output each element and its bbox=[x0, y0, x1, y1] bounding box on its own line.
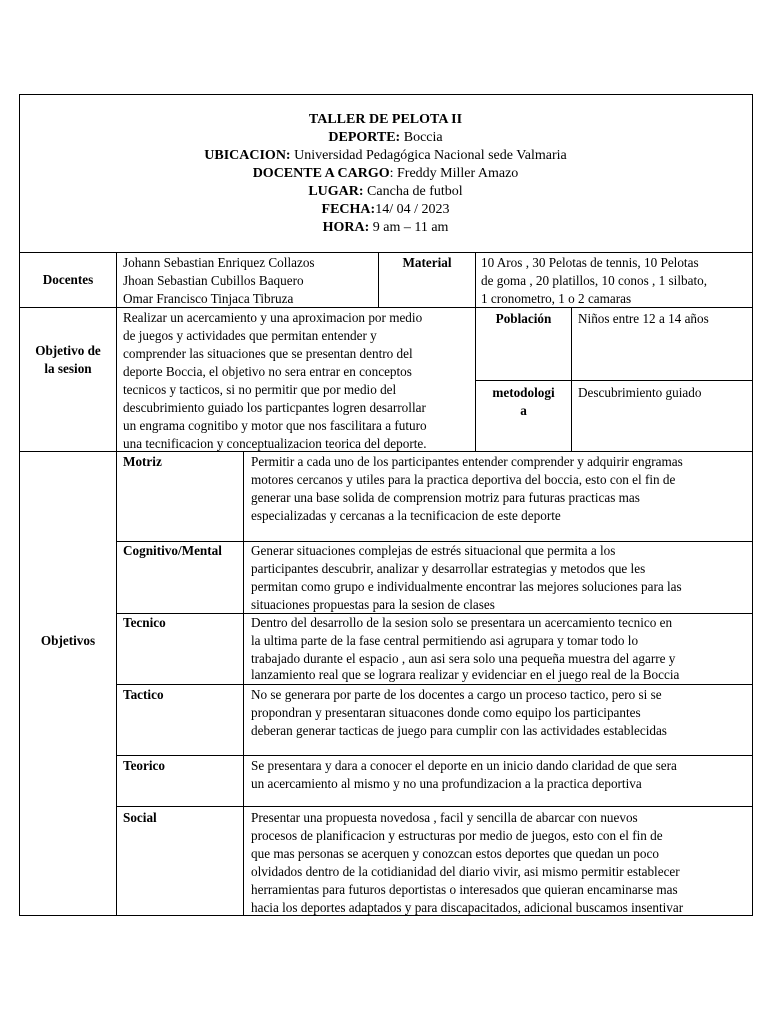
objective-line: Dentro del desarrollo de la sesion solo se presentara un acercamiento tecnico en bbox=[251, 615, 673, 630]
objective-name-motriz: Motriz bbox=[123, 454, 162, 469]
objective-line: la ultima parte de la fase central permitiendo asi agrupara y tomar todo lo bbox=[251, 633, 639, 648]
objetivo-sesion-line: un engrama cognitibo y motor que nos fascilitara a futuro bbox=[123, 418, 427, 433]
objective-line: especializadas y cercanas a la tecnificacion de este deporte bbox=[251, 508, 561, 523]
metodologia-label: a bbox=[520, 403, 527, 418]
objetivo-sesion-label: Objetivo de bbox=[35, 343, 101, 358]
objetivo-sesion-line: deporte Boccia, el objetivo no sera entrar en conceptos bbox=[123, 364, 412, 379]
objective-line: trabajado durante el espacio , aun asi sera solo una pequeña muestra del agarre y bbox=[251, 651, 676, 666]
ubicacion-line: UBICACION: Universidad Pedagógica Nacional sede Valmaria bbox=[204, 148, 567, 163]
objective-name-tactico: Tactico bbox=[123, 687, 164, 702]
objective-line: herramientas para futuros deportistas o interesados que quieran encaminarse mas bbox=[251, 882, 678, 897]
material-line: 10 Aros , 30 Pelotas de tennis, 10 Pelotas bbox=[481, 255, 699, 270]
objetivo-sesion-line: una tecnificacion y conceptualizacion teorica del deporte. bbox=[123, 436, 427, 451]
objective-name-tecnico: Tecnico bbox=[123, 615, 166, 630]
workshop-title: TALLER DE PELOTA II bbox=[308, 112, 463, 127]
deporte-line: DEPORTE: Boccia bbox=[328, 130, 443, 145]
objetivo-sesion-line: comprender las situaciones que se presentan dentro del bbox=[123, 346, 413, 361]
objective-line: participantes descubrir, analizar y desarrollar estrategias y metodos que les bbox=[251, 561, 646, 576]
objective-line: Generar situaciones complejas de estrés situacional que permita a los bbox=[251, 543, 616, 558]
lugar-line: LUGAR: Cancha de futbol bbox=[308, 184, 463, 199]
docente-line: DOCENTE A CARGO: Freddy Miller Amazo bbox=[252, 166, 519, 181]
objetivo-sesion-label: la sesion bbox=[44, 361, 92, 376]
docente-name: Johann Sebastian Enriquez Collazos bbox=[123, 255, 315, 270]
docente-name: Omar Francisco Tinjaca Tibruza bbox=[123, 291, 294, 306]
docentes-label: Docentes bbox=[42, 272, 94, 287]
objective-line: propondran y presentaran situacones donde como equipo los participantes bbox=[251, 705, 641, 720]
objective-name-social: Social bbox=[123, 810, 157, 825]
hora-line: HORA: 9 am – 11 am bbox=[322, 220, 449, 235]
header-block bbox=[19, 94, 752, 252]
poblacion-label: Población bbox=[495, 311, 552, 326]
objective-line: motores cercanos y utiles para la practica deportiva del boccia, esto con el fin de bbox=[251, 472, 676, 487]
objective-line: procesos de planificacion y estructuras por medio de juegos, esto con el fin de bbox=[251, 828, 663, 843]
objetivo-sesion-line: descubrimiento guiado los particpantes logren desarrollar bbox=[123, 400, 426, 415]
metodologia-value: Descubrimiento guiado bbox=[578, 385, 702, 400]
objetivo-sesion-line: de juegos y actividades que permitan entender y bbox=[123, 328, 377, 343]
objetivo-sesion-line: Realizar un acercamiento y una aproximacion por medio bbox=[123, 310, 423, 325]
objective-line: Se presentara y dara a conocer el deporte en un inicio dando claridad de que sera bbox=[251, 758, 677, 773]
objective-line: No se generara por parte de los docentes a cargo un proceso tactico, pero si se bbox=[251, 687, 662, 702]
objective-name-teorico: Teorico bbox=[123, 758, 165, 773]
objective-line: olvidados dentro de la cotidianidad del diario vivir, asi mismo permitir establecer bbox=[251, 864, 680, 879]
objective-line: deberan generar tacticas de juego para cumplir con las actividades establecidas bbox=[251, 723, 667, 738]
objective-line: situaciones propuestas para la sesion de clases bbox=[251, 597, 495, 612]
objective-line: generar una base solida de comprension motriz para futuras practicas mas bbox=[251, 490, 640, 505]
objective-line: Presentar una propuesta novedosa , facil y sencilla de abarcar con nuevos bbox=[251, 810, 638, 825]
material-label: Material bbox=[402, 255, 452, 270]
objective-line: hacia los deportes adaptados y para discapacitados, adicional buscamos insentivar bbox=[251, 900, 684, 915]
poblacion-value: Niños entre 12 a 14 años bbox=[578, 311, 709, 326]
objetivo-sesion-line: tecnicos y tacticos, si no permitir que por medio del bbox=[123, 382, 397, 397]
docente-name: Jhoan Sebastian Cubillos Baquero bbox=[123, 273, 304, 288]
metodologia-label: metodologi bbox=[492, 385, 555, 400]
material-line: de goma , 20 platillos, 10 conos , 1 silbato, bbox=[481, 273, 707, 288]
fecha-line: FECHA:14/ 04 / 2023 bbox=[321, 202, 450, 217]
objective-line: un acercamiento al mismo y no una profundizacion a la practica deportiva bbox=[251, 776, 642, 791]
objective-line: lanzamiento real que se lograra realizar y evidenciar en el juego real de la Boccia bbox=[251, 667, 680, 682]
objective-line: que mas personas se acerquen y conozcan estos deportes que quedan un poco bbox=[251, 846, 659, 861]
material-line: 1 cronometro, 1 o 2 camaras bbox=[481, 291, 632, 306]
objective-line: permitan como grupo e individualmente encontrar las mejores soluciones para las bbox=[251, 579, 682, 594]
objective-name-cognitivo: Cognitivo/Mental bbox=[123, 543, 222, 558]
objetivos-label: Objetivos bbox=[40, 633, 96, 648]
objective-line: Permitir a cada uno de los participantes entender comprender y adquirir engramas bbox=[251, 454, 683, 469]
